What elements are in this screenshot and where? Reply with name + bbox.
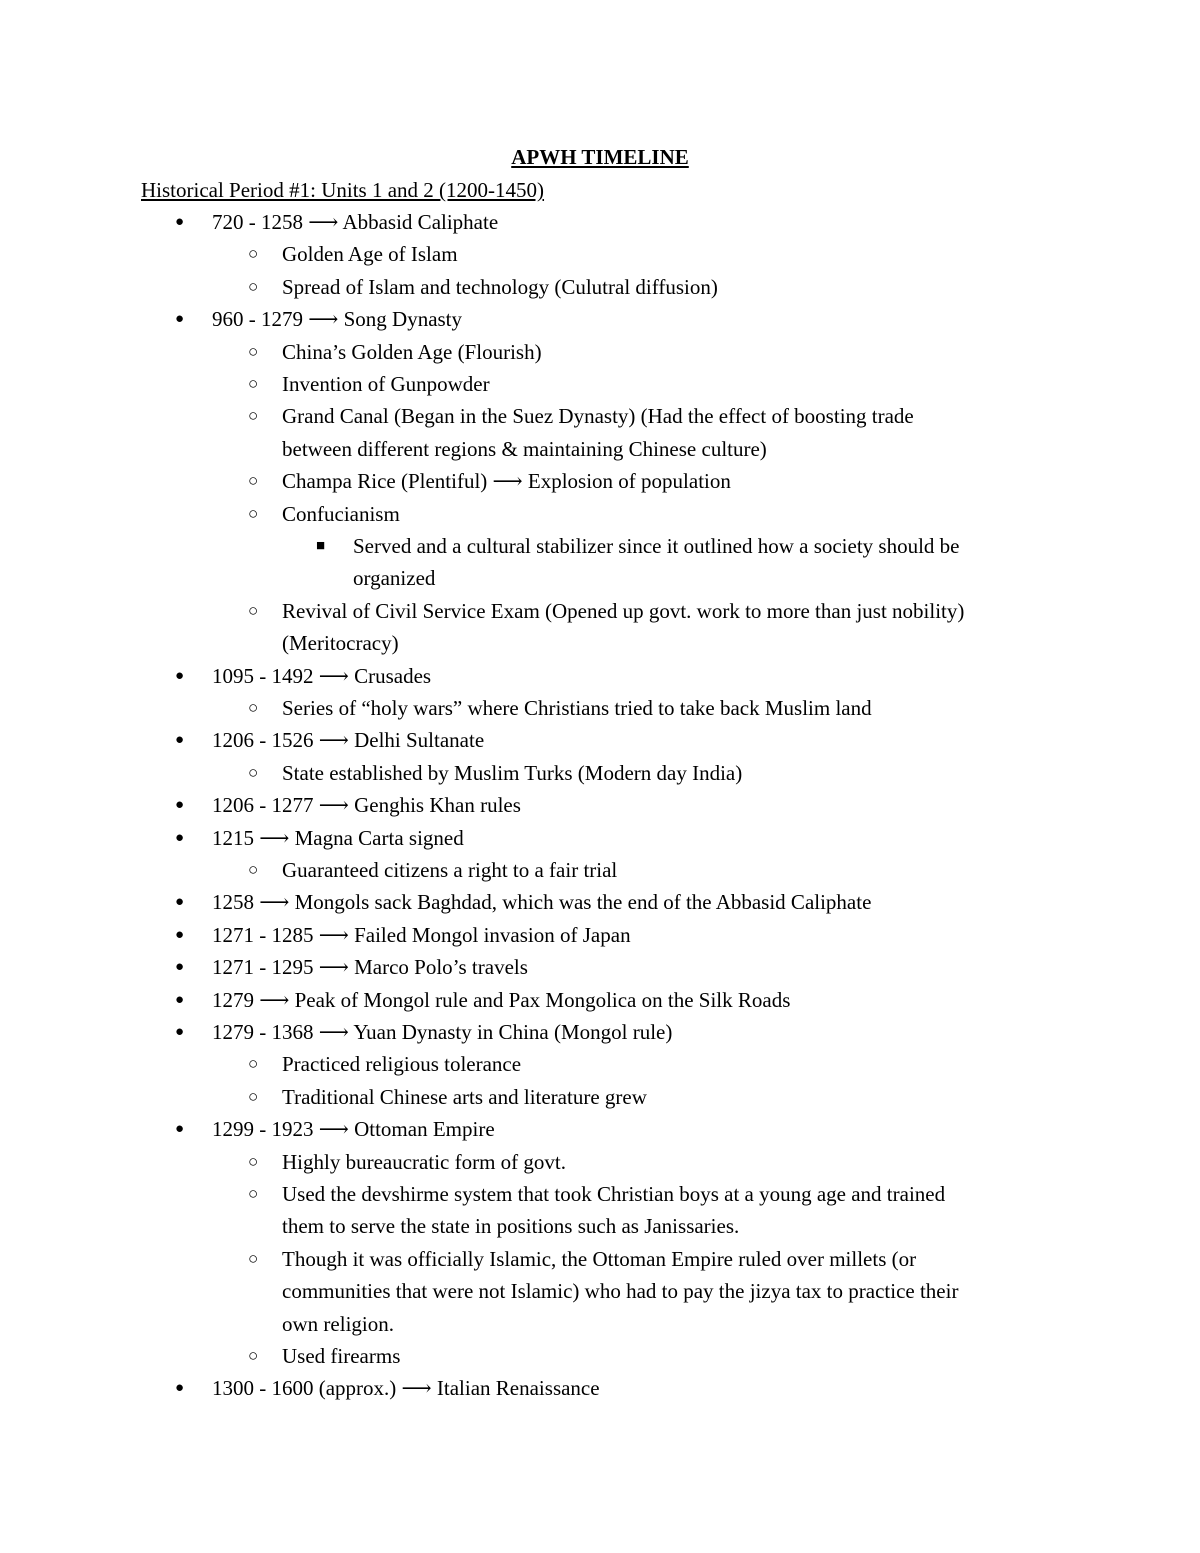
timeline-line: communities that were not Islamic) who had to pay the jizya tax to practice their	[282, 1279, 959, 1304]
bullet-level-1-icon: ●	[175, 959, 185, 976]
timeline-line: them to serve the state in positions such as Janissaries.	[282, 1214, 740, 1239]
bullet-level-2-icon: ○	[248, 860, 259, 879]
period-heading: Historical Period #1: Units 1 and 2 (1200-1450)	[141, 178, 545, 202]
timeline-line: 1206 - 1526 ⟶ Delhi Sultanate	[212, 728, 485, 753]
bullet-level-2-icon: ○	[248, 762, 259, 782]
timeline-line: 1206 - 1277 ⟶ Genghis Khan rules	[212, 793, 521, 818]
timeline-line: 1299 - 1923 ⟶ Ottoman Empire	[212, 1117, 495, 1142]
bullet-level-1-icon: ●	[175, 732, 185, 749]
timeline-line: Revival of Civil Service Exam (Opened up govt. work to more than just nobility)	[282, 598, 965, 623]
bullet-level-1-icon: ●	[175, 991, 185, 1008]
timeline-line: 1215 ⟶ Magna Carta signed	[212, 825, 464, 850]
timeline-line: Highly bureaucratic form of govt.	[282, 1149, 566, 1174]
timeline-line: Though it was officially Islamic, the Ottoman Empire ruled over millets (or	[282, 1246, 917, 1271]
timeline-line: own religion.	[282, 1311, 394, 1336]
timeline-line: Series of “holy wars” where Christians tried to take back Muslim land	[282, 696, 872, 720]
bullet-level-1-icon: ●	[175, 311, 185, 328]
timeline-line: 1279 - 1368 ⟶ Yuan Dynasty in China (Mongol rule)	[212, 1020, 673, 1044]
timeline-line: Spread of Islam and technology (Culutral diffusion)	[282, 274, 718, 299]
timeline-line: 1271 - 1295 ⟶ Marco Polo’s travels	[212, 955, 528, 980]
timeline-line: Invention of Gunpowder	[282, 372, 490, 396]
bullet-level-1-icon: ●	[175, 214, 185, 230]
bullet-level-2-icon: ○	[248, 1346, 259, 1365]
timeline-line: organized	[353, 566, 436, 591]
timeline-line: 960 - 1279 ⟶ Song Dynasty	[212, 307, 463, 332]
bullet-level-2-icon: ○	[248, 341, 259, 361]
bullet-level-2-icon: ○	[248, 374, 259, 393]
timeline-line: Confucianism	[282, 501, 400, 526]
bullet-level-2-icon: ○	[248, 1054, 259, 1074]
bullet-level-2-icon: ○	[248, 1086, 259, 1106]
timeline-line: Used the devshirme system that took Christian boys at a young age and trained	[282, 1182, 946, 1206]
bullet-level-1-icon: ●	[175, 926, 185, 943]
timeline-line: 1095 - 1492 ⟶ Crusades	[212, 663, 432, 688]
bullet-level-2-icon: ○	[248, 471, 259, 491]
timeline-line: Served and a cultural stabilizer since it outlined how a society should be	[353, 534, 960, 558]
bullet-level-2-icon: ○	[248, 698, 259, 717]
timeline-line: between different regions & maintaining Chinese culture)	[282, 436, 767, 461]
timeline-line: State established by Muslim Turks (Modern day India)	[282, 760, 743, 785]
document-title: APWH TIMELINE	[511, 145, 689, 169]
bullet-level-2-icon: ○	[248, 244, 259, 264]
bullet-level-1-icon: ●	[175, 894, 185, 911]
timeline-line: 1279 ⟶ Peak of Mongol rule and Pax Mongolica on the Silk Roads	[212, 987, 791, 1012]
bullet-level-2-icon: ○	[248, 406, 259, 426]
bullet-level-2-icon: ○	[248, 600, 259, 620]
bullet-level-1-icon: ●	[175, 1380, 185, 1397]
timeline-line: Traditional Chinese arts and literature grew	[282, 1084, 647, 1109]
bullet-level-1-icon: ●	[175, 797, 185, 814]
bullet-level-2-icon: ○	[248, 1184, 259, 1203]
timeline-line: Grand Canal (Began in the Suez Dynasty) (Had the effect of boosting trade	[282, 404, 914, 429]
timeline-line: 1300 - 1600 (approx.) ⟶ Italian Renaissance	[212, 1376, 600, 1401]
timeline-line: Practiced religious tolerance	[282, 1052, 522, 1077]
bullet-level-2-icon: ○	[248, 276, 259, 296]
timeline-line: Used firearms	[282, 1344, 401, 1368]
timeline-line: (Meritocracy)	[282, 631, 399, 656]
bullet-level-1-icon: ●	[175, 829, 185, 846]
timeline-line: Golden Age of Islam	[282, 242, 458, 267]
bullet-level-2-icon: ○	[248, 503, 259, 523]
timeline-line: 720 - 1258 ⟶ Abbasid Caliphate	[212, 210, 499, 234]
bullet-level-2-icon: ○	[248, 1248, 259, 1268]
timeline-line: 1258 ⟶ Mongols sack Baghdad, which was the end of the Abbasid Caliphate	[212, 890, 872, 915]
bullet-level-1-icon: ●	[175, 667, 185, 684]
timeline-line: Champa Rice (Plentiful) ⟶ Explosion of population	[282, 469, 731, 494]
timeline-line: Guaranteed citizens a right to a fair trial	[282, 858, 618, 882]
bullet-level-3-icon: ■	[316, 538, 326, 554]
bullet-level-1-icon: ●	[175, 1121, 185, 1138]
bullet-level-1-icon: ●	[175, 1024, 185, 1040]
bullet-level-2-icon: ○	[248, 1151, 259, 1171]
timeline-line: China’s Golden Age (Flourish)	[282, 339, 542, 364]
timeline-line: 1271 - 1285 ⟶ Failed Mongol invasion of Japan	[212, 922, 631, 947]
